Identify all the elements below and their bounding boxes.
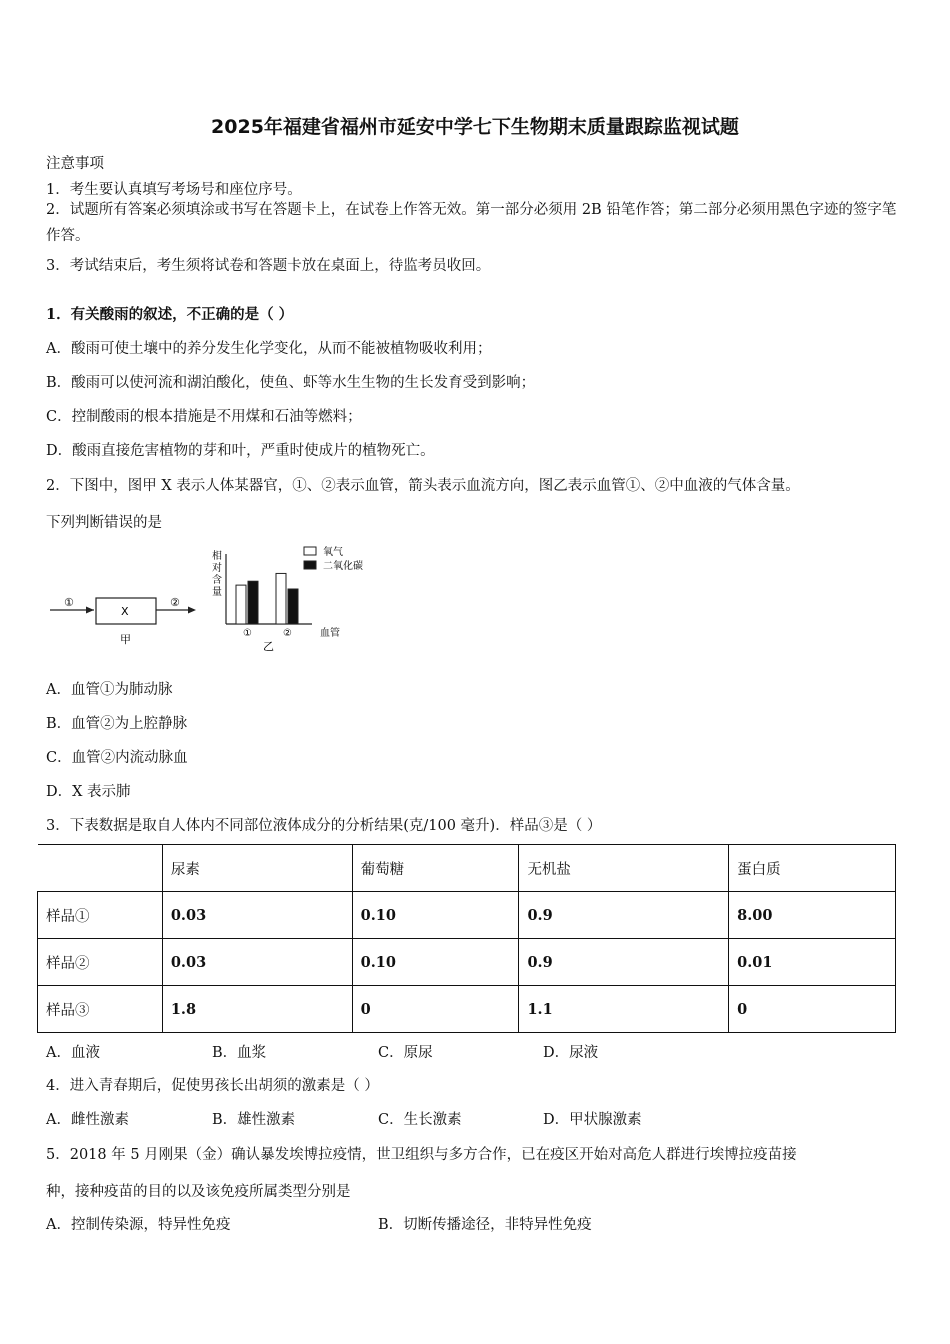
legend-co2-swatch xyxy=(304,561,316,569)
q5-option-a: A．控制传染源，特异性免疫 xyxy=(46,1217,231,1233)
table-row xyxy=(38,892,896,939)
table-cell: 0.10 xyxy=(352,939,519,986)
q2-stem-line1: 2．下图中，图甲 X 表示人体某器官，①、②表示血管，箭头表示血流方向，图乙表示血管①、②中血液的气体含量。 xyxy=(46,478,800,494)
table-row xyxy=(38,939,896,986)
bar-co2-vessel-2 xyxy=(288,589,298,624)
notice-item-3: 3．考试结束后，考生须将试卷和答题卡放在桌面上，待监考员收回。 xyxy=(46,258,491,274)
y-axis-char: 相 xyxy=(212,551,222,562)
table-header-cell: 无机盐 xyxy=(519,845,729,892)
diagram-jia-label: 甲 xyxy=(120,633,131,646)
q1-stem: 1．有关酸雨的叙述，不正确的是（ ） xyxy=(46,306,294,323)
y-axis-char: 对 xyxy=(212,563,222,574)
table-header-cell: 蛋白质 xyxy=(729,845,896,892)
table-cell: 样品② xyxy=(38,939,163,986)
q1-option-a: A．酸雨可使土壤中的养分发生化学变化，从而不能被植物吸收利用； xyxy=(46,341,492,357)
x-axis-label: 血管 xyxy=(320,628,340,639)
q5-stem-line2: 种，接种疫苗的目的以及该免疫所属类型分别是 xyxy=(46,1184,351,1200)
q2-stem-line2: 下列判断错误的是 xyxy=(46,515,162,531)
q5-option-b: B．切断传播途径，非特异性免疫 xyxy=(378,1217,592,1233)
chart-yi-label: 乙 xyxy=(263,640,274,653)
table-cell: 0.10 xyxy=(352,892,519,939)
table-header-cell xyxy=(38,845,163,892)
y-axis-char: 含 xyxy=(212,575,222,586)
table-cell: 0 xyxy=(729,986,896,1033)
table-header-cell: 葡萄糖 xyxy=(352,845,519,892)
q2-option-d: D．X 表示肺 xyxy=(46,784,131,800)
q3-stem: 3．下表数据是取自人体内不同部位液体成分的分析结果(克/100 毫升)．样品③是（ ） xyxy=(46,818,602,834)
page-title: 2025年福建省福州市延安中学七下生物期末质量跟踪监视试题 xyxy=(211,116,739,138)
notice-item-1: 1．考生要认真填写考场号和座位序号。 xyxy=(46,182,302,198)
table-cell: 0 xyxy=(352,986,519,1033)
q4-stem: 4．进入青春期后，促使男孩长出胡须的激素是（ ） xyxy=(46,1078,379,1094)
table-cell: 样品③ xyxy=(38,986,163,1033)
diagram-jia xyxy=(50,596,196,646)
table-cell: 1.1 xyxy=(519,986,729,1033)
organ-label: X xyxy=(121,605,129,618)
vessel-1-label: ① xyxy=(64,596,74,609)
q2-option-c: C．血管②内流动脉血 xyxy=(46,750,188,766)
q4-option-d: D．甲状腺激素 xyxy=(543,1112,642,1128)
table-cell: 8.00 xyxy=(729,892,896,939)
notice-item-2: 2．试题所有答案必须填涂或书写在答题卡上，在试卷上作答无效。第一部分必须用 2B 铅笔作答；第二部分必须用黑色字迹的签字笔作答。 xyxy=(46,202,897,244)
table-cell: 0.03 xyxy=(162,892,352,939)
x-tick-label: ② xyxy=(283,628,292,639)
table-cell: 1.8 xyxy=(162,986,352,1033)
q4-option-b: B．雄性激素 xyxy=(212,1112,296,1128)
q2-option-b: B．血管②为上腔静脉 xyxy=(46,716,188,732)
table-header-row xyxy=(38,845,896,892)
table-row xyxy=(38,986,896,1033)
q3-option-a: A．血液 xyxy=(46,1045,100,1061)
q3-option-c: C．原尿 xyxy=(378,1045,433,1061)
x-tick-label: ① xyxy=(243,628,252,639)
bar-o2-vessel-2 xyxy=(276,573,286,624)
q3-option-b: B．血浆 xyxy=(212,1045,267,1061)
legend-o2-swatch xyxy=(304,547,316,555)
q1-option-d: D．酸雨直接危害植物的芽和叶，严重时使成片的植物死亡。 xyxy=(46,443,435,459)
chart-yi xyxy=(212,545,363,653)
table-cell: 0.01 xyxy=(729,939,896,986)
bar-co2-vessel-1 xyxy=(248,581,258,624)
q4-option-c: C．生长激素 xyxy=(378,1112,462,1128)
legend-o2-label: 氧气 xyxy=(323,547,343,558)
q4-option-a: A．雌性激素 xyxy=(46,1112,129,1128)
vessel-2-label: ② xyxy=(170,596,180,609)
y-axis-char: 量 xyxy=(212,587,222,598)
q2-option-a: A．血管①为肺动脉 xyxy=(46,682,173,698)
q2-figure xyxy=(40,540,400,655)
q3-table xyxy=(37,844,896,1033)
bar-o2-vessel-1 xyxy=(236,585,246,624)
table-cell: 0.9 xyxy=(519,892,729,939)
table-header-cell: 尿素 xyxy=(162,845,352,892)
table-cell: 0.9 xyxy=(519,939,729,986)
table-cell: 样品① xyxy=(38,892,163,939)
q1-option-b: B．酸雨可以使河流和湖泊酸化，使鱼、虾等水生生物的生长发育受到影响； xyxy=(46,375,536,391)
q1-option-c: C．控制酸雨的根本措施是不用煤和石油等燃料； xyxy=(46,409,362,425)
notice-heading: 注意事项 xyxy=(46,156,104,172)
legend-co2-label: 二氧化碳 xyxy=(323,561,363,572)
table-cell: 0.03 xyxy=(162,939,352,986)
q3-option-d: D．尿液 xyxy=(543,1045,599,1061)
q5-stem-line1: 5．2018 年 5 月刚果（金）确认暴发埃博拉疫情，世卫组织与多方合作，已在疫区开始对高危人群进行埃博拉疫苗接 xyxy=(46,1147,797,1163)
